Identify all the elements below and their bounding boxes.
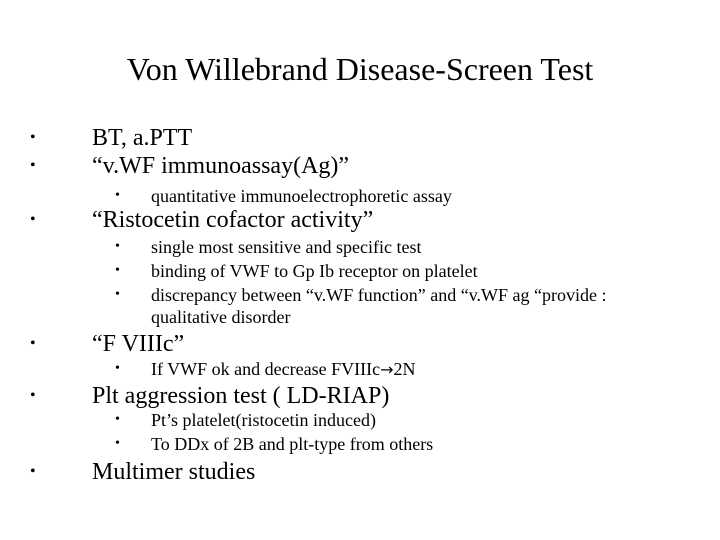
bullet-text: Plt aggression test ( LD-RIAP) (92, 383, 390, 409)
bullet-text-part: If VWF ok and decrease FVIIIc (151, 359, 381, 379)
bullet-icon: • (115, 188, 120, 203)
bullet-text: discrepancy between “v.WF function” and “v.WF ag “provide : (151, 285, 607, 305)
bullet-text: Pt’s platelet(ristocetin induced) (151, 410, 376, 430)
bullet-icon: • (115, 412, 120, 427)
bullet-icon: • (115, 263, 120, 278)
bullet-icon: • (115, 239, 120, 254)
right-arrow-icon: → (380, 360, 394, 379)
bullet-icon: • (115, 361, 120, 376)
bullet-icon: • (30, 387, 36, 404)
bullet-text: “F VIIIc” (92, 331, 185, 357)
bullet-icon: • (115, 287, 120, 302)
bullet-text: single most sensitive and specific test (151, 237, 422, 257)
bullet-text: To DDx of 2B and plt-type from others (151, 434, 434, 454)
bullet-text: binding of VWF to Gp Ib receptor on platelet (151, 261, 478, 281)
bullet-text: “Ristocetin cofactor activity” (92, 207, 374, 233)
bullet-icon: • (30, 157, 36, 174)
bullet-text: “v.WF immunoassay(Ag)” (92, 153, 350, 179)
bullet-icon: • (30, 463, 36, 480)
slide-title: Von Willebrand Disease-Screen Test (126, 51, 594, 87)
bullet-text: Multimer studies (92, 459, 256, 485)
bullet-text: qualitative disorder (151, 307, 291, 327)
bullet-text: quantitative immunoelectrophoretic assay (151, 186, 452, 206)
bullet-icon: • (115, 436, 120, 451)
bullet-text-part: 2N (393, 359, 416, 379)
bullet-icon: • (30, 335, 36, 352)
bullet-icon: • (30, 129, 36, 146)
bullet-text (151, 358, 415, 381)
bullet-text: BT, a.PTT (92, 125, 193, 151)
bullet-icon: • (30, 211, 36, 228)
